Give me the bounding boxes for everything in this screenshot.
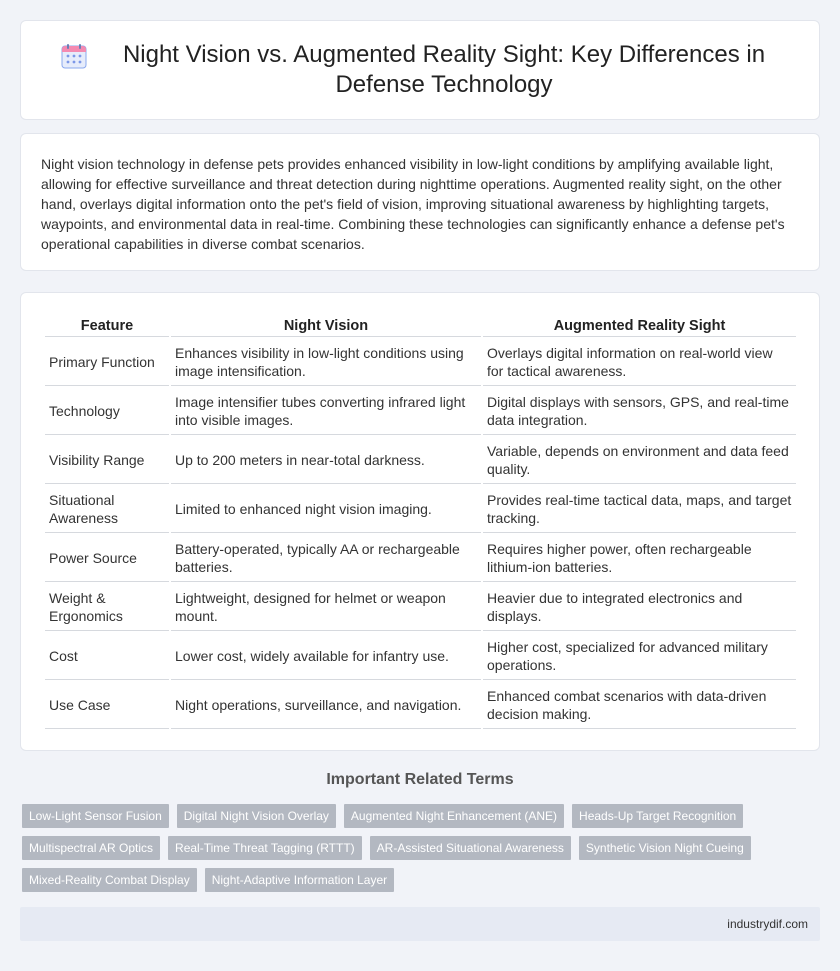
related-term-tag[interactable]: Mixed-Reality Combat Display: [22, 868, 197, 892]
feature-cell: Visibility Range: [45, 437, 169, 484]
header-card: [20, 20, 820, 120]
intro-paragraph: Night vision technology in defense pets provides enhanced visibility in low-light conditions by amplifying available light, allowing for effective surveillance and threat detection during nighttime operations. Augmented reality sight, on the other hand, overlays digital information onto the pet's field of vision, improving situational awareness by highlighting targets, waypoints, and environmental data in real-time. Combining these technologies can significantly enhance a defense pet's operational capabilities in diverse combat scenarios.: [41, 156, 785, 252]
column-header-ar-sight: Augmented Reality Sight: [483, 315, 796, 337]
ar-sight-cell: Digital displays with sensors, GPS, and real-time data integration.: [483, 388, 796, 435]
related-term-tag[interactable]: Augmented Night Enhancement (ANE): [344, 804, 564, 828]
table-row: [45, 339, 796, 386]
table-row: [45, 388, 796, 435]
table-row: [45, 535, 796, 582]
table-row: [45, 633, 796, 680]
ar-sight-cell: Provides real-time tactical data, maps, and target tracking.: [483, 486, 796, 533]
night-vision-cell: Enhances visibility in low-light conditions using image intensification.: [171, 339, 481, 386]
calendar-icon: [61, 43, 87, 69]
table-header-row: [45, 315, 796, 337]
feature-cell: Power Source: [45, 535, 169, 582]
related-term-tag[interactable]: Night-Adaptive Information Layer: [205, 868, 394, 892]
feature-cell: Technology: [45, 388, 169, 435]
night-vision-cell: Lower cost, widely available for infantry use.: [171, 633, 481, 680]
ar-sight-cell: Overlays digital information on real-world view for tactical awareness.: [483, 339, 796, 386]
table-row: [45, 682, 796, 729]
feature-cell: Primary Function: [45, 339, 169, 386]
table-row: [45, 584, 796, 631]
ar-sight-cell: Higher cost, specialized for advanced military operations.: [483, 633, 796, 680]
page-title: Night Vision vs. Augmented Reality Sight: Key Differences in Defense Technology: [122, 41, 766, 98]
related-terms-list: [22, 804, 802, 900]
intro-card: [20, 133, 820, 271]
night-vision-cell: Image intensifier tubes converting infrared light into visible images.: [171, 388, 481, 435]
related-terms-title: Important Related Terms: [326, 771, 514, 788]
night-vision-cell: Up to 200 meters in near-total darkness.: [171, 437, 481, 484]
related-term-tag[interactable]: AR-Assisted Situational Awareness: [370, 836, 571, 860]
related-term-tag[interactable]: Low-Light Sensor Fusion: [22, 804, 169, 828]
column-header-feature: Feature: [45, 315, 169, 337]
footer-site-name[interactable]: industrydif.com: [727, 917, 808, 931]
related-term-tag[interactable]: Heads-Up Target Recognition: [572, 804, 743, 828]
related-term-tag[interactable]: Synthetic Vision Night Cueing: [579, 836, 751, 860]
ar-sight-cell: Variable, depends on environment and data feed quality.: [483, 437, 796, 484]
feature-cell: Use Case: [45, 682, 169, 729]
related-term-tag[interactable]: Real-Time Threat Tagging (RTTT): [168, 836, 362, 860]
footer: [20, 907, 820, 941]
table-row: [45, 437, 796, 484]
comparison-table: [43, 313, 798, 731]
table-row: [45, 486, 796, 533]
night-vision-cell: Lightweight, designed for helmet or weapon mount.: [171, 584, 481, 631]
column-header-night-vision: Night Vision: [171, 315, 481, 337]
ar-sight-cell: Enhanced combat scenarios with data-driven decision making.: [483, 682, 796, 729]
related-term-tag[interactable]: Multispectral AR Optics: [22, 836, 160, 860]
feature-cell: Cost: [45, 633, 169, 680]
feature-cell: Situational Awareness: [45, 486, 169, 533]
ar-sight-cell: Requires higher power, often rechargeable lithium-ion batteries.: [483, 535, 796, 582]
night-vision-cell: Night operations, surveillance, and navigation.: [171, 682, 481, 729]
related-term-tag[interactable]: Digital Night Vision Overlay: [177, 804, 336, 828]
night-vision-cell: Limited to enhanced night vision imaging.: [171, 486, 481, 533]
ar-sight-cell: Heavier due to integrated electronics and displays.: [483, 584, 796, 631]
night-vision-cell: Battery-operated, typically AA or rechargeable batteries.: [171, 535, 481, 582]
feature-cell: Weight & Ergonomics: [45, 584, 169, 631]
comparison-table-card: [20, 292, 820, 751]
